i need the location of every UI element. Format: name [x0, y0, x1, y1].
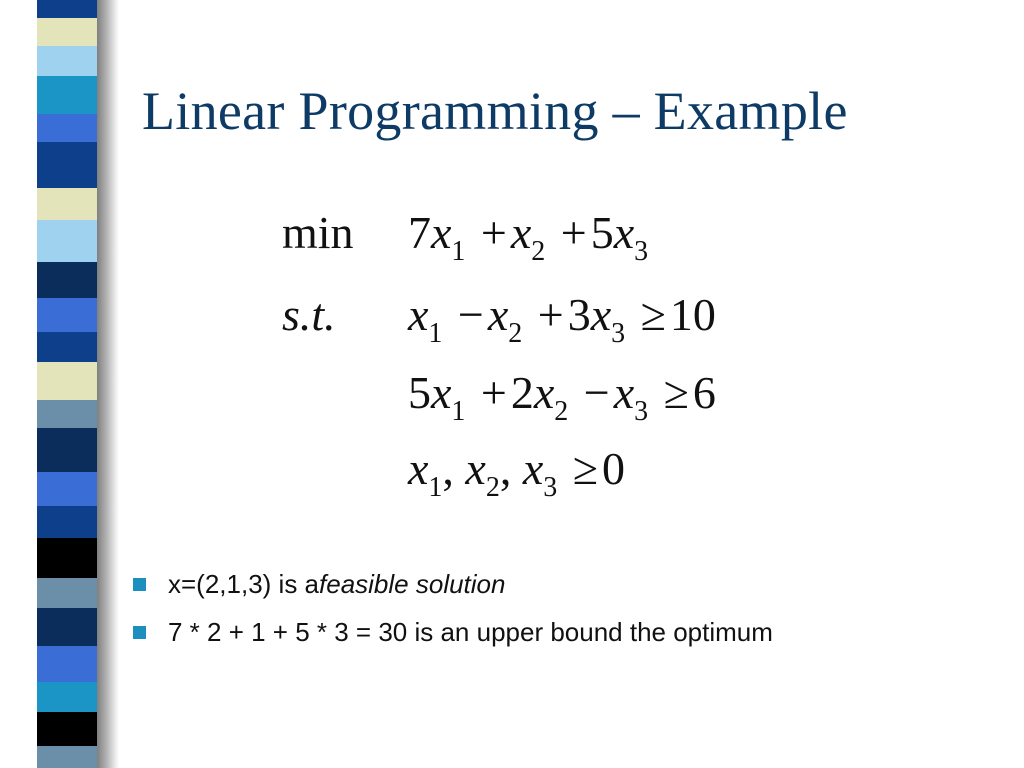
strip-band — [37, 608, 97, 646]
bullet-text: 7 * 2 + 1 + 5 * 3 = 30 is an upper bound the optimum — [168, 616, 773, 647]
slide-title: Linear Programming – Example — [142, 81, 848, 141]
strip-band — [37, 712, 97, 746]
bullet-list — [133, 560, 773, 656]
strip-band — [37, 472, 97, 506]
strip-band — [37, 538, 97, 578]
strip-band — [37, 18, 97, 46]
strip-band — [37, 400, 97, 428]
strip-band — [37, 76, 97, 114]
decorative-strip — [37, 0, 97, 768]
strip-band — [37, 428, 97, 472]
constraint-label: s.t. — [282, 289, 336, 340]
strip-band — [37, 262, 97, 298]
constraint-1: $x_1 -x_2 +3x_3 \ge 10$ — [408, 289, 716, 349]
nonnegativity-constraint: $x_1$, $x_2$, $x_3 \ge 0$ — [408, 443, 626, 503]
strip-band — [37, 220, 97, 262]
strip-band — [37, 362, 97, 400]
strip-band — [37, 0, 97, 18]
square-bullet-icon — [133, 578, 146, 591]
bullet-item — [133, 560, 773, 608]
strip-band — [37, 578, 97, 608]
bullet-emphasis: feasible solution — [319, 568, 506, 599]
strip-band — [37, 298, 97, 332]
strip-band — [37, 188, 97, 220]
strip-band — [37, 332, 97, 362]
square-bullet-icon — [133, 626, 146, 639]
bullet-item — [133, 608, 773, 656]
strip-band — [37, 114, 97, 142]
bullet-text: x=(2,1,3) is a — [168, 568, 320, 599]
objective-expression: $7x_1 +x_2 +5x_3$ — [408, 207, 649, 267]
objective-label: min — [282, 207, 354, 258]
strip-band — [37, 746, 97, 768]
strip-band — [37, 506, 97, 538]
strip-band — [37, 46, 97, 76]
decorative-strip-shadow — [97, 0, 119, 768]
strip-band — [37, 682, 97, 712]
constraint-2: $5x_1 +2x_2 -x_3 \ge 6$ — [408, 367, 716, 427]
strip-band — [37, 646, 97, 682]
strip-band — [37, 142, 97, 188]
